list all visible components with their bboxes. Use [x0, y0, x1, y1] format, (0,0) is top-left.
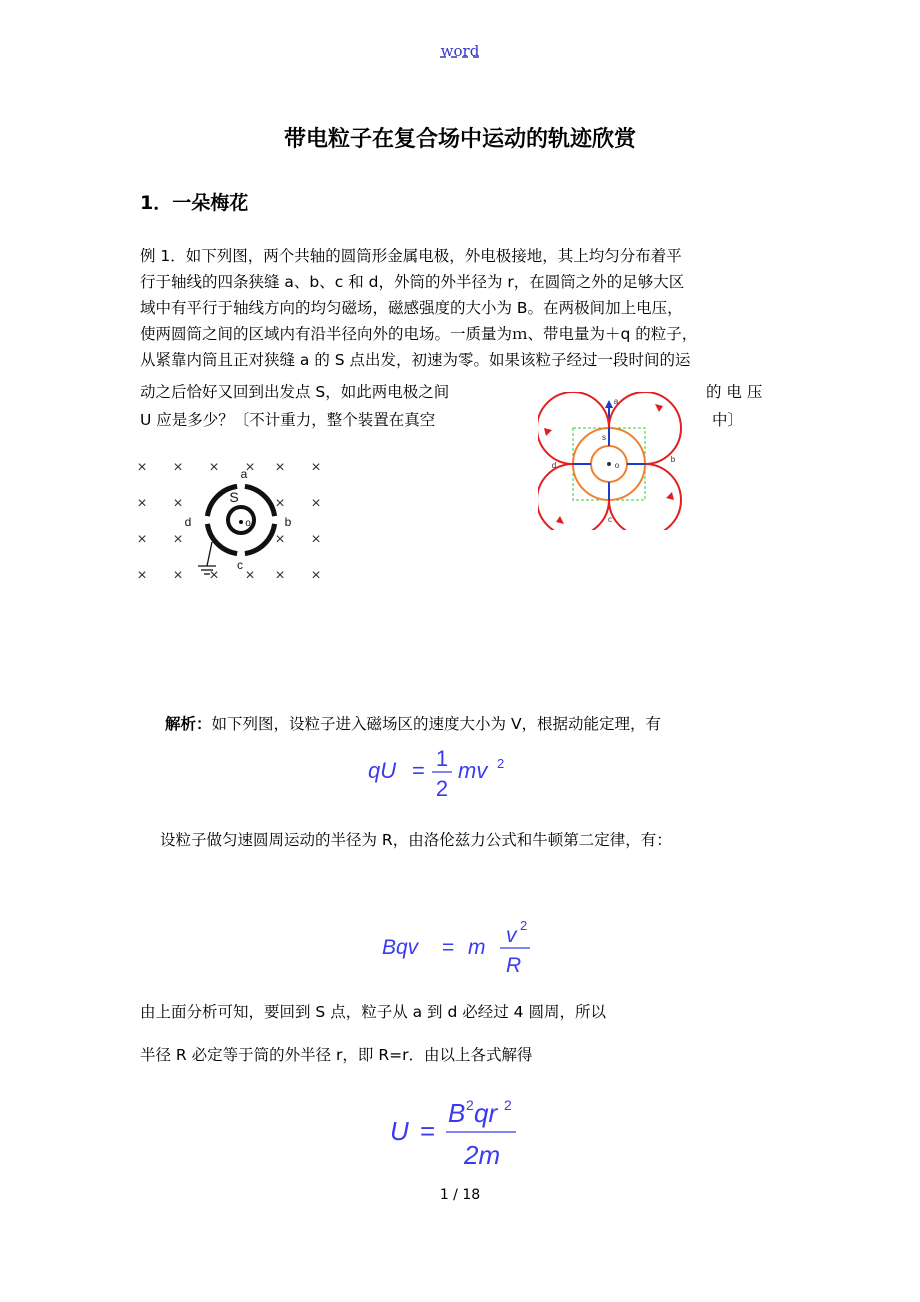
- field-cross: ×: [311, 567, 321, 584]
- start-point-label-S: S: [229, 489, 239, 505]
- trajectory-figure: [538, 392, 688, 530]
- example-line-7-right: 中〕: [712, 411, 744, 429]
- eq3-lhs: U: [390, 1116, 409, 1146]
- eq1-lhs: qU: [368, 758, 397, 783]
- arrow-icon: [605, 400, 613, 408]
- solution-label: 解析：: [165, 715, 212, 733]
- field-cross: ×: [245, 459, 255, 476]
- field-cross: ×: [245, 567, 255, 584]
- example-line-7-left: U 应是多少？〔不计重力，整个装置在真空: [140, 411, 436, 429]
- example-line-2: 行于轴线的四条狭缝 a、b、c 和 d，外筒的外半径为 r，在圆筒之外的足够大区: [140, 273, 685, 291]
- slit-label-a: a: [613, 397, 619, 406]
- field-cross: ×: [173, 495, 183, 512]
- page-title: 带电粒子在复合场中运动的轨迹欣赏: [283, 127, 636, 152]
- example-line-1: 例 1．如下列图，两个共轴的圆筒形金属电极，外电极接地，其上均匀分布着平: [140, 247, 682, 265]
- eq2-numerator: v: [506, 924, 517, 947]
- slit-label-d: d: [184, 515, 192, 529]
- slit-label-c: c: [237, 558, 243, 572]
- header-word-link[interactable]: word: [440, 42, 480, 60]
- field-cross: ×: [173, 567, 183, 584]
- example-line-6-left: 动之后恰好又回到出发点 S，如此两电极之间: [140, 383, 450, 401]
- equation-kinetic-energy: [360, 742, 520, 802]
- slit-label-d: d: [551, 461, 557, 470]
- field-cross: ×: [209, 567, 219, 584]
- solution-line-1: [165, 712, 661, 736]
- eq2-m: m: [468, 936, 486, 959]
- solution-line-3: 由上面分析可知，要回到 S 点，粒子从 a 到 d 必经过 4 圆周，所以: [140, 1003, 606, 1021]
- slit-label-a: a: [240, 467, 248, 481]
- example-line-6-right: 的 电 压: [706, 383, 763, 401]
- eq3-num-qr: qr: [474, 1098, 498, 1128]
- field-cross: ×: [137, 567, 147, 584]
- eq3-equals: =: [420, 1116, 436, 1146]
- eq3-num-B: B: [448, 1098, 466, 1128]
- cylinder-field-figure: [120, 448, 340, 593]
- field-cross: ×: [209, 459, 219, 476]
- field-cross: ×: [137, 459, 147, 476]
- field-cross: ×: [137, 531, 147, 548]
- eq3-denominator: 2m: [464, 1140, 501, 1170]
- slit-label-b: b: [670, 455, 676, 464]
- field-cross: ×: [311, 459, 321, 476]
- eq3-num-exp2: 2: [504, 1097, 512, 1113]
- field-cross: ×: [173, 459, 183, 476]
- slit-label-b: b: [284, 515, 292, 529]
- field-cross: ×: [275, 567, 285, 584]
- page-number: 1 / 18: [439, 1187, 481, 1203]
- field-cross: ×: [311, 495, 321, 512]
- start-point-label-s: s: [602, 433, 606, 442]
- field-cross: ×: [275, 495, 285, 512]
- solution-line-4: 半径 R 必定等于筒的外半径 r，即 R=r．由以上各式解得: [140, 1046, 533, 1064]
- eq1-rhs: mv: [458, 758, 488, 783]
- slit-label-c: c: [608, 515, 612, 524]
- example-line-4: 使两圆筒之间的区域内有沿半径向外的电场。一质量为ｍ、带电量为＋q 的粒子，: [140, 325, 698, 343]
- field-cross: ×: [275, 459, 285, 476]
- axis-point: [239, 520, 243, 524]
- eq3-num-exp1: 2: [466, 1097, 474, 1113]
- axis-point: [607, 462, 611, 466]
- equation-voltage-result: [386, 1090, 536, 1174]
- field-cross: ×: [137, 495, 147, 512]
- field-cross: ×: [173, 531, 183, 548]
- eq1-exponent: 2: [497, 756, 505, 771]
- example-line-3: 域中有平行于轴线方向的均匀磁场，磁感强度的大小为 B。在两极间加上电压，: [140, 299, 683, 317]
- field-cross: ×: [311, 531, 321, 548]
- solution-text-1: 如下列图，设粒子进入磁场区的速度大小为 V，根据动能定理，有: [211, 715, 662, 733]
- solution-line-2: 设粒子做匀速圆周运动的半径为 R，由洛伦兹力公式和牛顿第二定律，有：: [160, 831, 672, 849]
- eq2-denominator: R: [506, 954, 522, 977]
- field-cross: ×: [275, 531, 285, 548]
- eq1-denominator: 2: [435, 776, 449, 801]
- eq2-lhs: Bqv: [382, 936, 419, 959]
- center-label-o: o: [245, 518, 251, 529]
- eq2-equals: =: [442, 936, 455, 959]
- equation-lorentz-force: [378, 910, 548, 980]
- example-line-5: 从紧靠内筒且正对狭缝 a 的 S 点出发，初速为零。如果该粒子经过一段时间的运: [140, 351, 691, 369]
- eq1-equals: =: [412, 758, 425, 783]
- eq2-exponent: 2: [520, 918, 528, 933]
- eq1-numerator: 1: [435, 746, 449, 771]
- center-label-o: o: [614, 461, 620, 470]
- section-heading: 1．一朵梅花: [140, 192, 249, 214]
